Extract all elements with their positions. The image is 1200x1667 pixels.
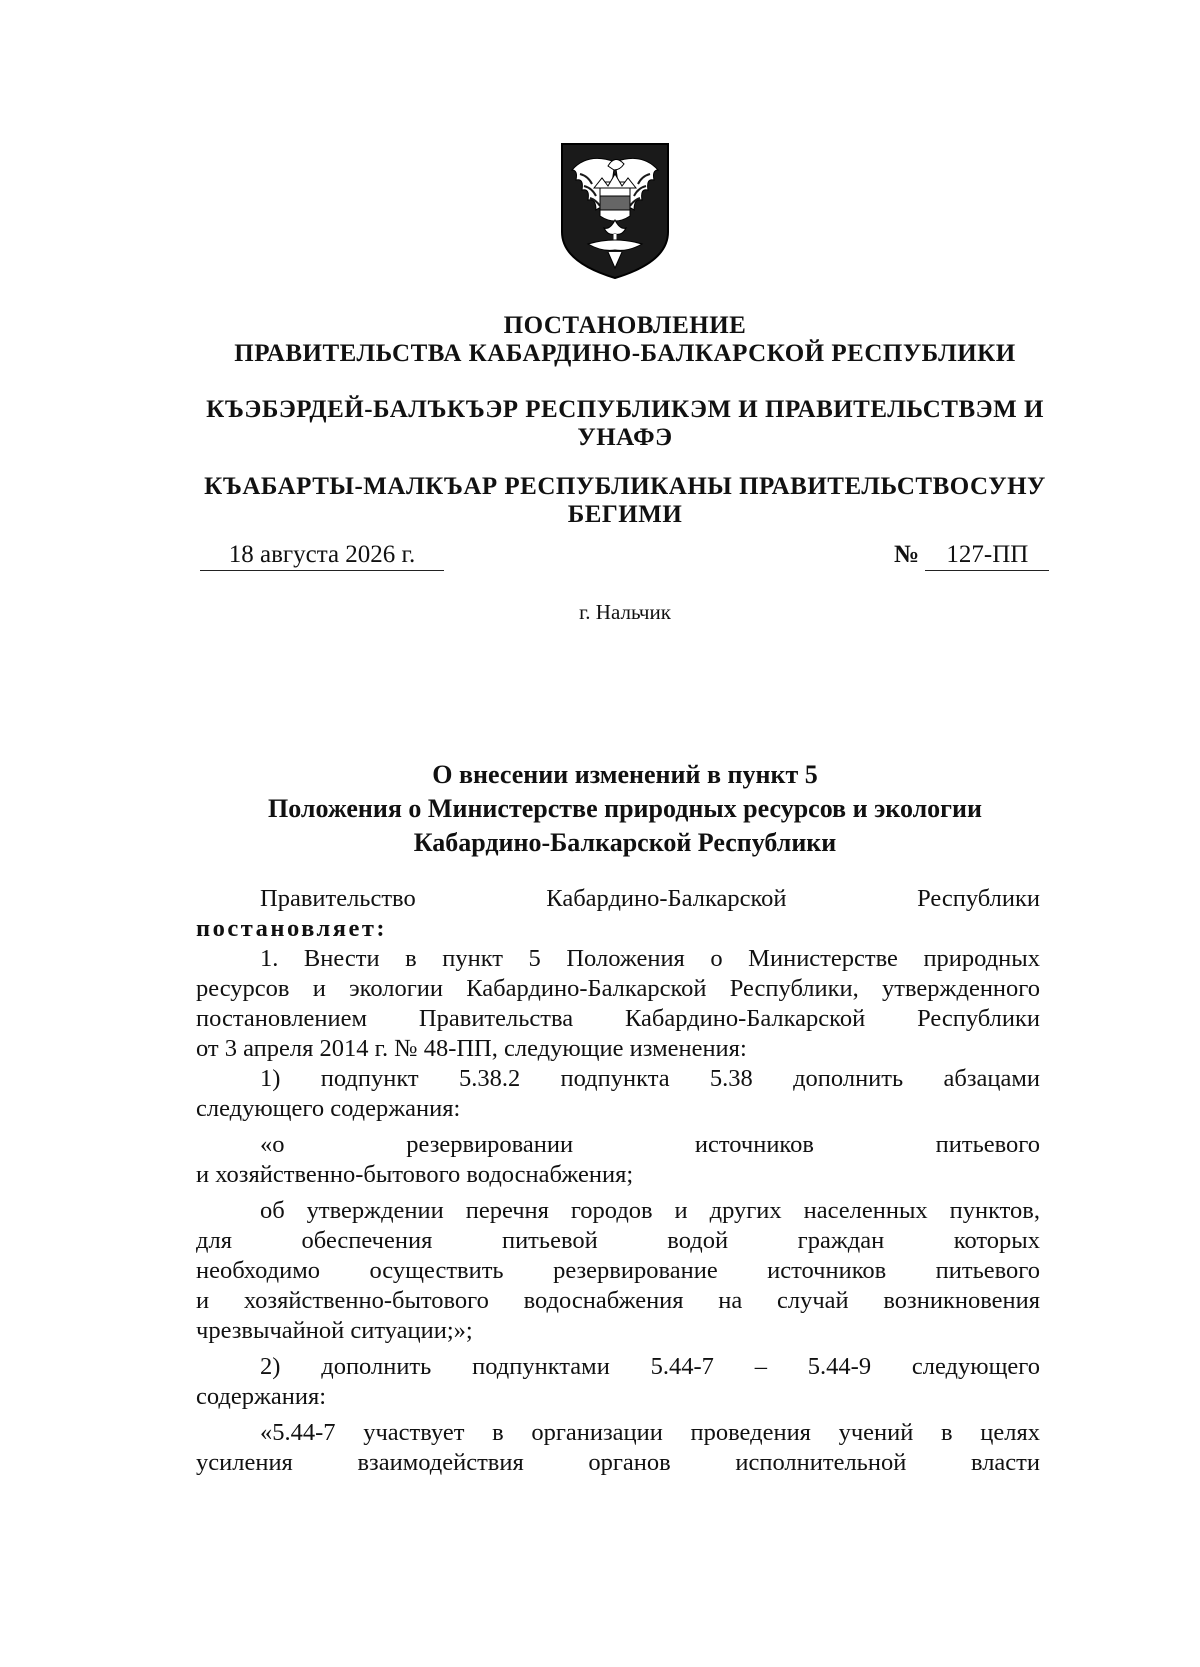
title-line-3: Кабардино-Балкарской Республики [413,828,837,857]
body-line: чрезвычайной ситуации;»; [196,1317,473,1344]
body-line: от 3 апреля 2014 г. № 48-ПП, следующие изменения: [196,1035,747,1062]
title-line-1: О внесении изменений в пункт 5 [432,760,818,789]
body-line: 1) подпункт 5.38.2 подпункта 5.38 дополнить абзацами [260,1065,1040,1092]
header-russian [200,312,1050,368]
body-line: содержания: [196,1383,327,1410]
body-line: следующего содержания: [196,1095,461,1122]
body-line: и хозяйственно-бытового водоснабжения; [196,1161,634,1188]
document-title [200,758,1050,860]
authority-balkar-line-1: КЪАБАРТЫ-МАЛКЪАР РЕСПУБЛИКАНЫ ПРАВИТЕЛЬСТВОСУНУ [204,473,1046,500]
number-sign: № [894,541,920,568]
authority-kabardian-line-2: УНАФЭ [577,424,673,451]
number-value: 127-ПП [925,540,1049,571]
body-line-decree-verb: постановляет: [196,915,388,942]
body-line: для обеспечения питьевой водой граждан которых [196,1227,1040,1254]
header-kabardian [200,396,1050,452]
body-line: 2) дополнить подпунктами 5.44-7 – 5.44-9 следующего [260,1353,1040,1380]
body-line: усиления взаимодействия органов исполнительной власти [196,1449,1040,1476]
document-number [894,540,1049,571]
body-line: и хозяйственно-бытового водоснабжения на случай возникновения [196,1287,1040,1314]
body-line: 1. Внести в пункт 5 Положения о Министерстве природных [260,945,1040,972]
body-line: необходимо осуществить резервирование источников питьевого [196,1257,1040,1284]
body-line: ресурсов и экологии Кабардино-Балкарской Республики, утвержденного [196,975,1040,1002]
authority-balkar-line-2: БЕГИМИ [567,501,683,528]
body-line: Правительство Кабардино-Балкарской Республики [260,885,1040,912]
header-karachay-balkar [200,473,1050,529]
body-line: об утверждении перечня городов и других населенных пунктов, [260,1197,1040,1224]
body-line: «5.44-7 участвует в организации проведения учений в целях [260,1419,1040,1446]
authority-kabardian-line-1: КЪЭБЭРДЕЙ-БАЛЪКЪЭР РЕСПУБЛИКЭМ И ПРАВИТЕЛЬСТВЭМ И [206,396,1044,423]
authority-russian: ПРАВИТЕЛЬСТВА КАБАРДИНО-БАЛКАРСКОЙ РЕСПУБЛИКИ [234,340,1016,367]
body-line: «о резервировании источников питьевого [260,1131,1040,1158]
title-line-2: Положения о Министерстве природных ресурсов и экологии [268,794,982,823]
coat-of-arms-emblem [558,140,672,280]
document-city: г. Нальчик [579,600,671,624]
body-line: постановлением Правительства Кабардино-Балкарской Республики [196,1005,1040,1032]
document-body [196,884,1040,1478]
document-date: 18 августа 2026 г. [200,540,444,571]
document-type: ПОСТАНОВЛЕНИЕ [503,312,747,339]
